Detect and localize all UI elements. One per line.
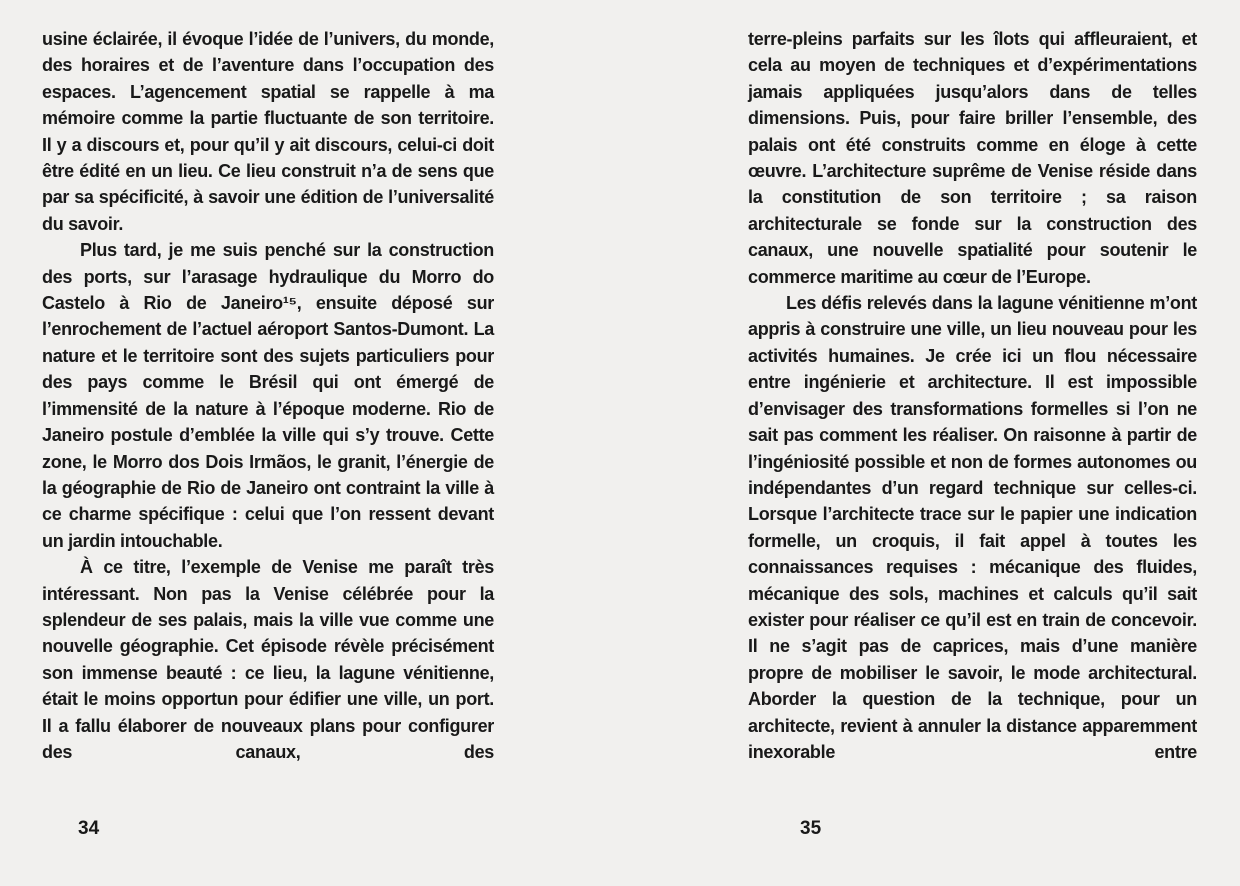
page-left-text-block <box>42 0 494 765</box>
paragraph: terre-pleins parfaits sur les îlots qui affleuraient, et cela au moyen de techniques et d’expérimentations jamais appliquées jusqu’alors dans de telles dimensions. Puis, pour faire briller l’ensemble, des palais ont été construits comme en éloge à cette œuvre. L’architecture suprême de Venise réside dans la constitution de son territoire ; sa raison architecturale se fonde sur la construction des canaux, une nouvelle spatialité pour soutenir le commerce maritime au cœur de l’Europe. <box>748 29 1197 287</box>
paragraph: usine éclairée, il évoque l’idée de l’univers, du monde, des horaires et de l’aventure dans l’occupation des espaces. L’agencement spatial se rappelle à ma mémoire comme la partie fluctuante de son territoire. Il y a discours et, pour qu’il y ait discours, celui-ci doit être édité en un lieu. Ce lieu construit n’a de sens que par sa spécificité, à savoir une édition de l’universalité du savoir. <box>42 29 494 234</box>
page-right-text-block <box>748 0 1197 765</box>
page-right <box>748 0 1197 886</box>
paragraph: Les défis relevés dans la lagune vénitienne m’ont appris à construire une ville, un lieu nouveau pour les activités humaines. Je crée ici un flou nécessaire entre ingénierie et architecture. Il est impossible d’envisager des transformations formelles si l’on ne sait pas comment les réaliser. On raisonne à partir de l’ingéniosité possible et non de formes autonomes ou indépendantes d’un regard technique sur celles-ci. Lorsque l’architecte trace sur le papier une indication formelle, un croquis, il fait appel à toutes les connaissances requises : mécanique des fluides, mécanique des sols, machines et calculs qu’il sait exister pour réaliser ce qu’il est en train de concevoir. Il ne s’agit pas de caprices, mais d’une manière propre de mobiliser le savoir, le mode architectural. Aborder la question de la technique, pour un architecte, revient à annuler la distance apparemment inexorable entre <box>748 293 1197 762</box>
paragraph: À ce titre, l’exemple de Venise me paraît très intéressant. Non pas la Venise célébrée pour la splendeur de ses palais, mais la ville vue comme une nouvelle géographie. Cet épisode révèle précisément son immense beauté : ce lieu, la lagune vénitienne, était le moins opportun pour édifier une ville, un port. Il a fallu élaborer de nouveaux plans pour configurer des canaux, des <box>42 557 494 762</box>
paragraph: Plus tard, je me suis penché sur la construction des ports, sur l’arasage hydraulique du Morro do Castelo à Rio de Janeiro¹⁵, ensuite déposé sur l’enrochement de l’actuel aéroport Santos-Dumont. La nature et le territoire sont des sujets particuliers pour des pays comme le Brésil qui ont émergé de l’immensité de la nature à l’époque moderne. Rio de Janeiro postule d’emblée la ville qui s’y trouve. Cette zone, le Morro dos Dois Irmãos, le granit, l’énergie de la géographie de Rio de Janeiro ont contraint la ville à ce charme spécifique : celui que l’on ressent devant un jardin intouchable. <box>42 240 494 551</box>
page-number-right: 35 <box>800 818 822 839</box>
page-left <box>42 0 494 886</box>
page-number-left: 34 <box>78 818 100 839</box>
